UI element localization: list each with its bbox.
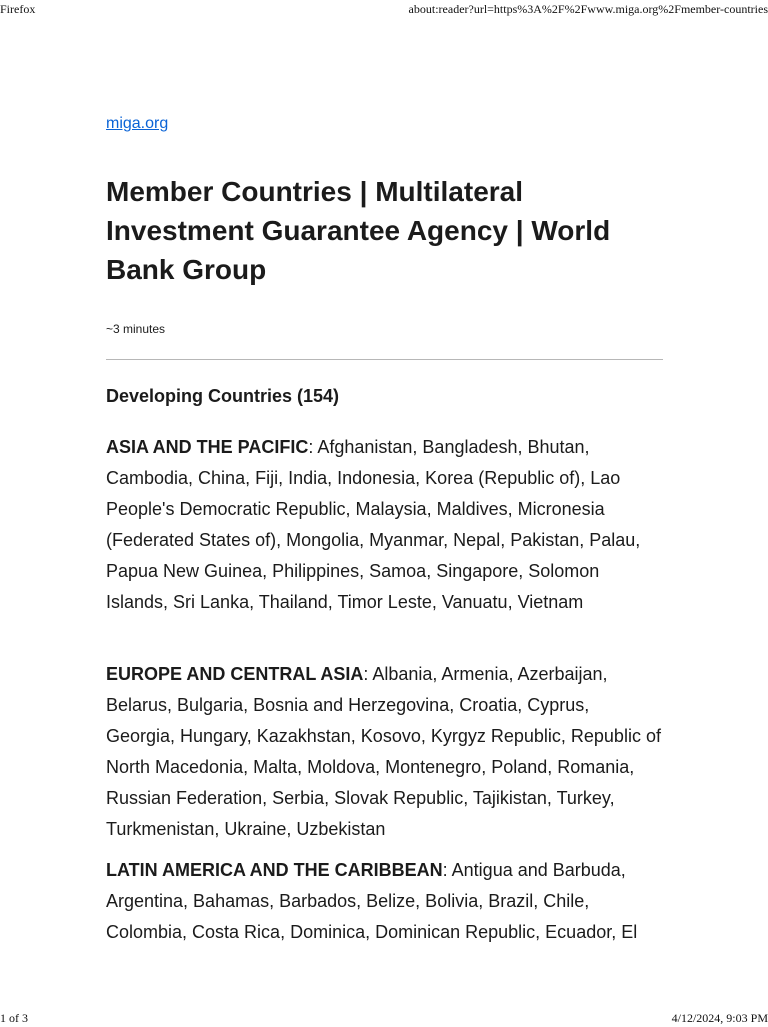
region-paragraph-latin-america-caribbean — [106, 855, 663, 948]
section-heading: Developing Countries (154) — [106, 386, 340, 406]
region-paragraph-europe-central-asia — [106, 659, 663, 845]
region-countries: : Afghanistan, Bangladesh, Bhutan, Cambodia, China, Fiji, India, Indonesia, Korea (Republic of), Lao People's Democratic Republic, Malaysia, Maldives, Micronesia (Federated States of), Mongolia, Myanmar, Nepal, Pakistan, Palau, Papua New Guinea, Philippines, Samoa, Singapore, Solomon Islands, Sri Lanka, Thailand, Timor Leste, Vanuatu, Vietnam — [106, 437, 641, 612]
region-paragraph-asia-pacific — [106, 432, 663, 618]
region-name: ASIA AND THE PACIFIC — [106, 437, 309, 457]
region-name: EUROPE AND CENTRAL ASIA — [106, 664, 364, 684]
print-footer — [0, 1009, 768, 1027]
domain-link[interactable]: miga.org — [106, 115, 169, 132]
page-title: Member Countries | Multilateral Investment Guarantee Agency | World Bank Group — [106, 176, 611, 285]
region-name: LATIN AMERICA AND THE CARIBBEAN — [106, 860, 443, 880]
region-countries: : Albania, Armenia, Azerbaijan, Belarus, Bulgaria, Bosnia and Herzegovina, Croatia, Cyprus, Georgia, Hungary, Kazakhstan, Kosovo, Kyrgyz Republic, Republic of North Macedonia, Malta, Moldova, Montenegro, Poland, Romania, Russian Federation, Serbia, Slovak Republic, Tajikistan, Turkey, Turkmenistan, Ukraine, Uzbekistan — [106, 664, 661, 839]
reading-time: ~3 minutes — [106, 322, 166, 336]
region-countries: : Antigua and Barbuda, Argentina, Bahamas, Barbados, Belize, Bolivia, Brazil, Chile, Colombia, Costa Rica, Dominica, Dominican Republic, Ecuador, El — [106, 860, 638, 942]
browser-name: Firefox — [0, 2, 36, 16]
print-header — [0, 0, 768, 18]
print-datetime: 4/12/2024, 9:03 PM — [671, 1011, 768, 1025]
divider — [106, 359, 663, 360]
page-counter: 1 of 3 — [0, 1011, 28, 1025]
page-url: about:reader?url=https%3A%2F%2Fwww.miga.org%2Fmember-countries — [408, 2, 768, 16]
